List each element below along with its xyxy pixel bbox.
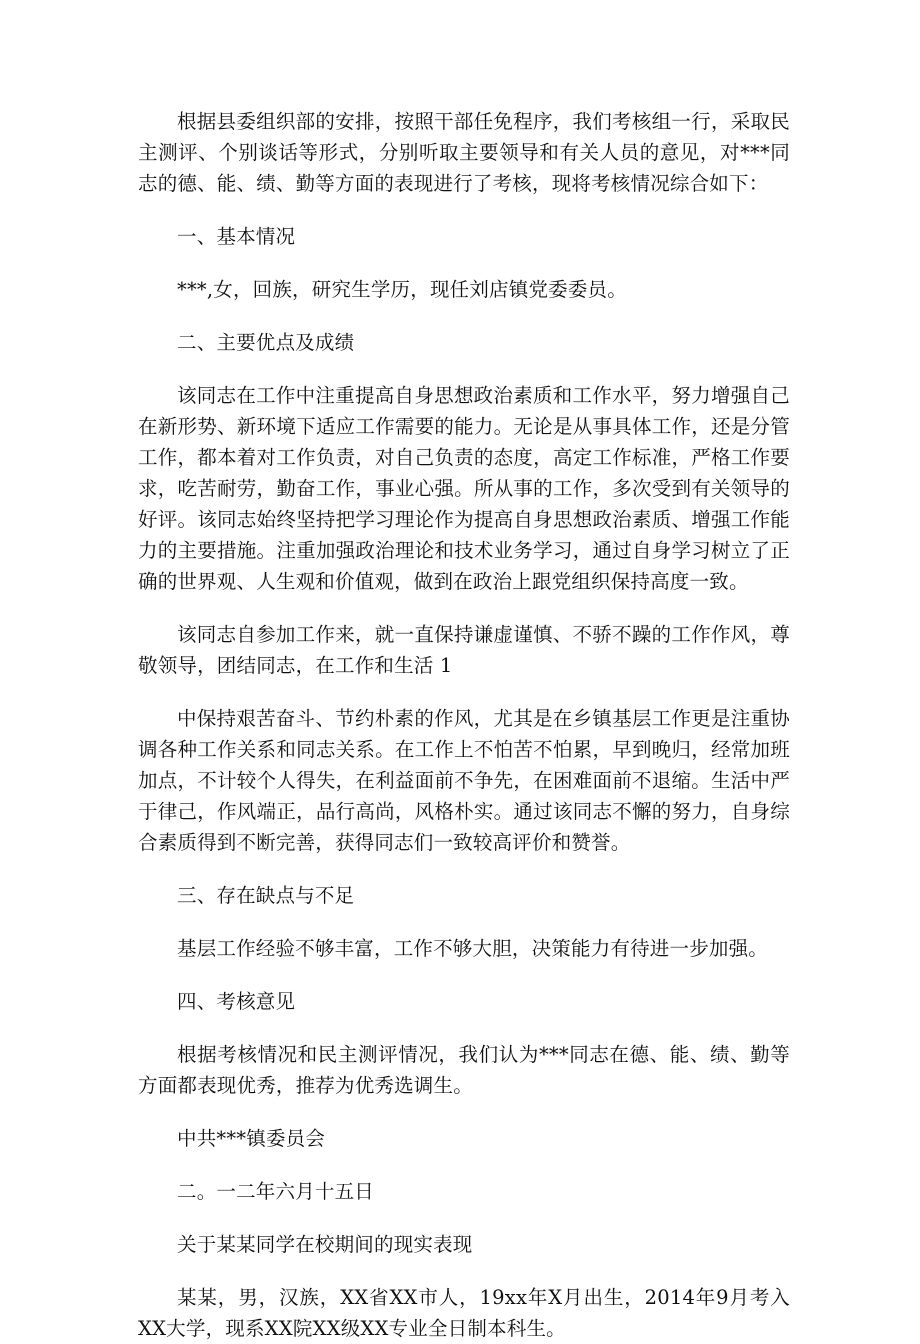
strengths-paragraph-2: 该同志自参加工作来，就一直保持谦虚谨慎、不骄不躁的工作作风，尊敬领导，团结同志，在工作和生活 1 — [138, 623, 790, 677]
signature-organization: 中共***镇委员会 — [177, 1127, 326, 1150]
intro-paragraph: 根据县委组织部的安排，按照干部任免程序，我们考核组一行，采取民主测评、个别谈话等形式，分别听取主要领导和有关人员的意见，对***同志的德、能、绩、勤等方面的表现进行了考核，现将考核情况综合如下： — [138, 110, 790, 195]
student-info-paragraph: 某某，男，汉族，XX省XX市人，19xx年X月出生，2014年9月考入XX大学，现系XX院XX级XX专业全日制本科生。 — [138, 1286, 790, 1340]
signature-date: 二。一二年六月十五日 — [177, 1180, 375, 1203]
section-heading-weaknesses: 三、存在缺点与不足 — [177, 884, 355, 907]
strengths-paragraph-1: 该同志在工作中注重提高自身思想政治素质和工作水平，努力增强自己在新形势、新环境下适应工作需要的能力。无论是从事具体工作，还是分管工作，都本着对工作负责，对自己负责的态度，高定工作标准，严格工作要求，吃苦耐劳，勤奋工作，事业心强。所从事的工作，多次受到有关领导的好评。该同志始终坚持把学习理论作为提高自身思想政治素质、增强工作能力的主要措施。注重加强政治理论和技术业务学习，通过自身学习树立了正确的世界观、人生观和价值观，做到在政治上跟党组织保持高度一致。 — [138, 384, 790, 593]
opinion-paragraph: 根据考核情况和民主测评情况，我们认为***同志在德、能、绩、勤等方面都表现优秀，推荐为优秀选调生。 — [138, 1043, 790, 1097]
section-heading-strengths: 二、主要优点及成绩 — [177, 331, 355, 354]
basic-info-paragraph: ***,女，回族，研究生学历，现任刘店镇党委委员。 — [177, 278, 627, 301]
section-heading-opinion: 四、考核意见 — [177, 990, 296, 1013]
section-heading-basic-info: 一、基本情况 — [177, 225, 296, 248]
second-document-title: 关于某某同学在校期间的现实表现 — [177, 1233, 473, 1256]
strengths-paragraph-3: 中保持艰苦奋斗、节约朴素的作风，尤其是在乡镇基层工作更是注重协调各种工作关系和同志关系。在工作上不怕苦不怕累，早到晚归，经常加班加点，不计较个人得失，在利益面前不争先，在困难面前不退缩。生活中严于律己，作风端正，品行高尚，风格朴实。通过该同志不懈的努力，自身综合素质得到不断完善，获得同志们一致较高评价和赞誉。 — [138, 707, 790, 854]
weaknesses-paragraph: 基层工作经验不够丰富，工作不够大胆，决策能力有待进一步加强。 — [177, 937, 769, 960]
